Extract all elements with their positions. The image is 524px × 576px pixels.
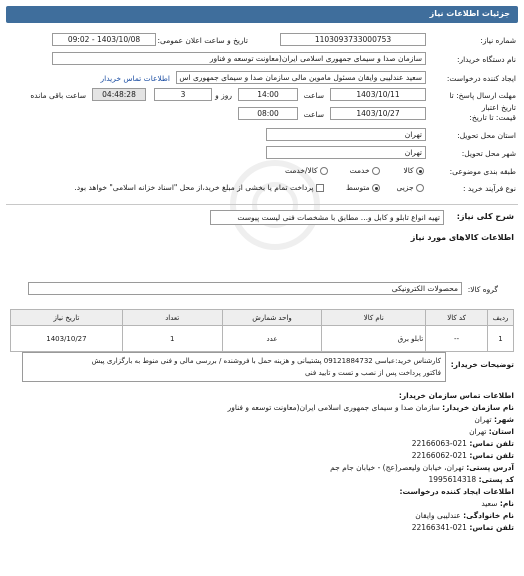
- notes-line-1: کارشناس خرید:عباسی 09121884732 پشتیبانی و هزینه حمل با فروشنده / بررسی مالی و فنی منوط به بارگزاری پیش: [91, 357, 441, 365]
- deadline-date-field: 1403/10/11: [330, 88, 426, 101]
- creator-label: ایجاد کننده درخواست:: [446, 74, 516, 83]
- need-number-label: شماره نیاز:: [480, 36, 516, 45]
- contact-province: استان: تهران: [469, 427, 514, 436]
- city-field: تهران: [266, 146, 426, 159]
- goods-section-title: اطلاعات کالاهای مورد نیاز: [410, 233, 514, 242]
- section-divider: [6, 204, 518, 205]
- creator-phone: تلفن تماس: 021-22166341: [411, 523, 514, 532]
- column-header-row: ردیف: [488, 310, 514, 326]
- column-header-code: کد کالا: [426, 310, 488, 326]
- announce-label: تاریخ و ساعت اعلان عمومی:: [157, 36, 248, 45]
- cell-unit: عدد: [222, 326, 322, 352]
- process-option-medium[interactable]: متوسط: [346, 183, 380, 192]
- radio-icon[interactable]: [416, 167, 424, 175]
- validity-label-line2: قیمت: تا تاریخ:: [469, 113, 516, 122]
- cell-need-date: 1403/10/27: [11, 326, 123, 352]
- remaining-field: 04:48:28: [92, 88, 146, 101]
- radio-icon[interactable]: [320, 167, 328, 175]
- need-number-field: 1103093733000753: [280, 33, 426, 46]
- deadline-label: مهلت ارسال پاسخ: تا: [449, 91, 516, 100]
- province-field: تهران: [266, 128, 426, 141]
- radio-icon[interactable]: [416, 184, 424, 192]
- goods-group-field: محصولات الکترونیکی: [28, 282, 462, 295]
- column-header-name: نام کالا: [322, 310, 426, 326]
- contact-postal-code: کد پستی: 1995614318: [428, 475, 514, 484]
- validity-label-line1: تاریخ اعتبار: [481, 103, 516, 112]
- creator-family: نام خانوادگی: عندلیبی وایقان: [415, 511, 514, 520]
- buyer-field: سازمان صدا و سیمای جمهوری اسلامی ایران(معاونت توسعه و فناور: [52, 52, 426, 65]
- process-label: نوع فرآیند خرید :: [462, 184, 516, 193]
- announce-field: 1403/10/08 - 09:02: [52, 33, 156, 46]
- days-label: روز و: [215, 91, 232, 100]
- checkbox-icon[interactable]: [316, 184, 324, 192]
- treasury-payment-option[interactable]: پرداخت تمام یا بخشی از مبلغ خرید،از محل "اسناد خزانه اسلامی" خواهد بود.: [74, 183, 324, 192]
- buyer-contact-link[interactable]: اطلاعات تماس خریدار: [100, 74, 170, 83]
- category-option-goods-service[interactable]: کالا/خدمت: [285, 166, 328, 175]
- summary-field: تهیه انواع تابلو و کابل و... مطابق با مشخصات فنی لیست پیوست: [210, 210, 444, 225]
- contact-fax: تلفن تماس: 021-22166062: [411, 451, 514, 460]
- page-title: جزئیات اطلاعات نیاز: [429, 9, 510, 18]
- validity-hour-label: ساعت: [303, 110, 324, 119]
- category-option-goods[interactable]: کالا: [403, 166, 424, 175]
- remaining-label: ساعت باقی مانده: [30, 91, 86, 100]
- contact-org: نام سازمان خریدار: سازمان صدا و سیمای جمهوری اسلامی ایران(معاونت توسعه و فناور: [227, 403, 514, 412]
- goods-group-label: گروه کالا:: [467, 285, 498, 294]
- radio-icon[interactable]: [372, 167, 380, 175]
- cell-quantity: 1: [122, 326, 222, 352]
- creator-info-title: اطلاعات ایجاد کننده درخواست:: [399, 487, 514, 496]
- notes-line-2: فاکتور پرداخت پس از نصب و تست و تایید فنی: [304, 369, 441, 377]
- province-label: استان محل تحویل:: [457, 131, 516, 140]
- category-option-service[interactable]: خدمت: [350, 166, 380, 175]
- days-field: 3: [154, 88, 212, 101]
- cell-row: 1: [488, 326, 514, 352]
- validity-date-field: 1403/10/27: [330, 107, 426, 120]
- deadline-hour-field: 14:00: [238, 88, 298, 101]
- table-row: [11, 326, 514, 352]
- contact-address: آدرس پستی: تهران، خیابان ولیعصر(عج) - خیابان جام جم: [330, 463, 514, 472]
- radio-icon[interactable]: [372, 184, 380, 192]
- validity-hour-field: 08:00: [238, 107, 298, 120]
- contact-city: شهر: تهران: [474, 415, 514, 424]
- column-header-unit: واحد شمارش: [222, 310, 322, 326]
- column-header-quantity: تعداد: [122, 310, 222, 326]
- cell-name: تابلو برق: [322, 326, 426, 352]
- cell-code: --: [426, 326, 488, 352]
- summary-label: شرح کلی نیاز:: [456, 212, 514, 221]
- creator-field: سعید عندلیبی وایقان مسئول ماموین مالی سازمان صدا و سیمای جمهوری اس: [176, 71, 426, 84]
- notes-field: [22, 352, 446, 382]
- category-label: طبقه بندی موضوعی:: [449, 167, 516, 176]
- city-label: شهر محل تحویل:: [461, 149, 516, 158]
- contact-title: اطلاعات تماس سازمان خریدار:: [398, 391, 514, 400]
- goods-table: [10, 309, 514, 352]
- deadline-hour-label: ساعت: [303, 91, 324, 100]
- process-option-minor[interactable]: جزیی: [396, 183, 424, 192]
- buyer-label: نام دستگاه خریدار:: [456, 55, 516, 64]
- notes-label: توضیحات خریدار:: [450, 360, 514, 369]
- column-header-need-date: تاریخ نیاز: [11, 310, 123, 326]
- contact-phone: تلفن تماس: 021-22166063: [411, 439, 514, 448]
- goods-table-header: [11, 310, 514, 326]
- creator-name: نام: سعید: [481, 499, 514, 508]
- page-header: [6, 6, 518, 23]
